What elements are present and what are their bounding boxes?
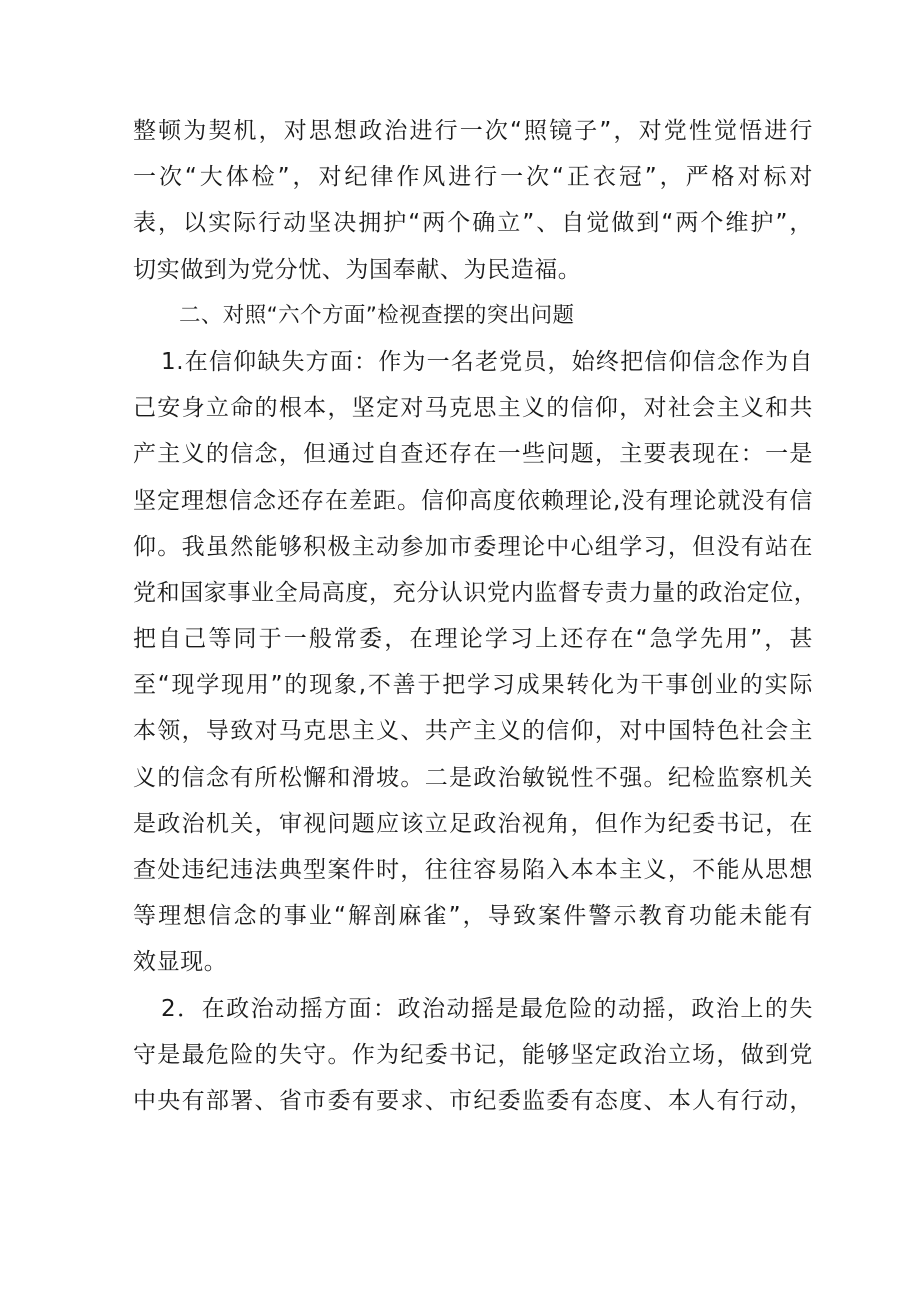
text-line: 等理想信念的事业“解剖麻雀”，导致案件警示教育功能未能有: [133, 903, 813, 930]
paragraph-item-1: [133, 339, 818, 986]
paragraph-intro: [133, 108, 813, 293]
text-line: 切实做到为党分忧、为国奉献、为民造福。: [133, 256, 582, 283]
text-line: 表，以实际行动坚决拥护“两个确立”、自觉做到“两个维护”，: [133, 210, 813, 237]
text-line: 守是最危险的失守。作为纪委书记，能够坚定政治立场，做到党: [133, 1041, 813, 1068]
text-line: 把自己等同于一般常委，在理论学习上还存在“急学先用”，甚: [133, 626, 813, 653]
heading-text: 二、对照“六个方面”检视查摆的突出问题: [179, 302, 575, 328]
text-line: 产主义的信念，但通过自查还存在一些问题，主要表现在：一是: [133, 441, 813, 468]
text-line: 坚定理想信念还存在差距。信仰高度依赖理论,没有理论就没有信: [133, 487, 813, 514]
text-line: 一次“大体检”，对纪律作风进行一次“正衣冠”，严格对标对: [133, 164, 813, 191]
text-line: 2．在政治动摇方面：政治动摇是最危险的动摇，政治上的失: [161, 995, 813, 1022]
text-line: 中央有部署、省市委有要求、市纪委监委有态度、本人有行动，: [133, 1087, 813, 1114]
document-body: [133, 108, 818, 1124]
text-line: 至“现学现用”的现象,不善于把学习成果转化为干事创业的实际: [133, 672, 813, 699]
section-heading: [133, 293, 813, 339]
text-line: 仰。我虽然能够积极主动参加市委理论中心组学习，但没有站在: [133, 533, 813, 560]
text-line: 是政治机关，审视问题应该立足政治视角，但作为纪委书记，在: [133, 810, 813, 837]
text-line: 1.在信仰缺失方面：作为一名老党员，始终把信仰信念作为自: [161, 348, 813, 375]
paragraph-item-2: [133, 986, 813, 1125]
text-line: 己安身立命的根本，坚定对马克思主义的信仰，对社会主义和共: [133, 395, 813, 422]
text-line: 效显现。: [133, 949, 228, 976]
text-line: 义的信念有所松懈和滑坡。二是政治敏锐性不强。纪检监察机关: [133, 764, 813, 791]
text-line: 查处违纪违法典型案件时，往往容易陷入本本主义，不能从思想: [133, 857, 813, 883]
text-line: 整顿为契机，对思想政治进行一次“照镜子”，对党性觉悟进行: [133, 118, 813, 144]
text-line: 党和国家事业全局高度，充分认识党内监督专责力量的政治定位，: [133, 579, 818, 606]
text-line: 本领，导致对马克思主义、共产主义的信仰，对中国特色社会主: [133, 718, 813, 745]
